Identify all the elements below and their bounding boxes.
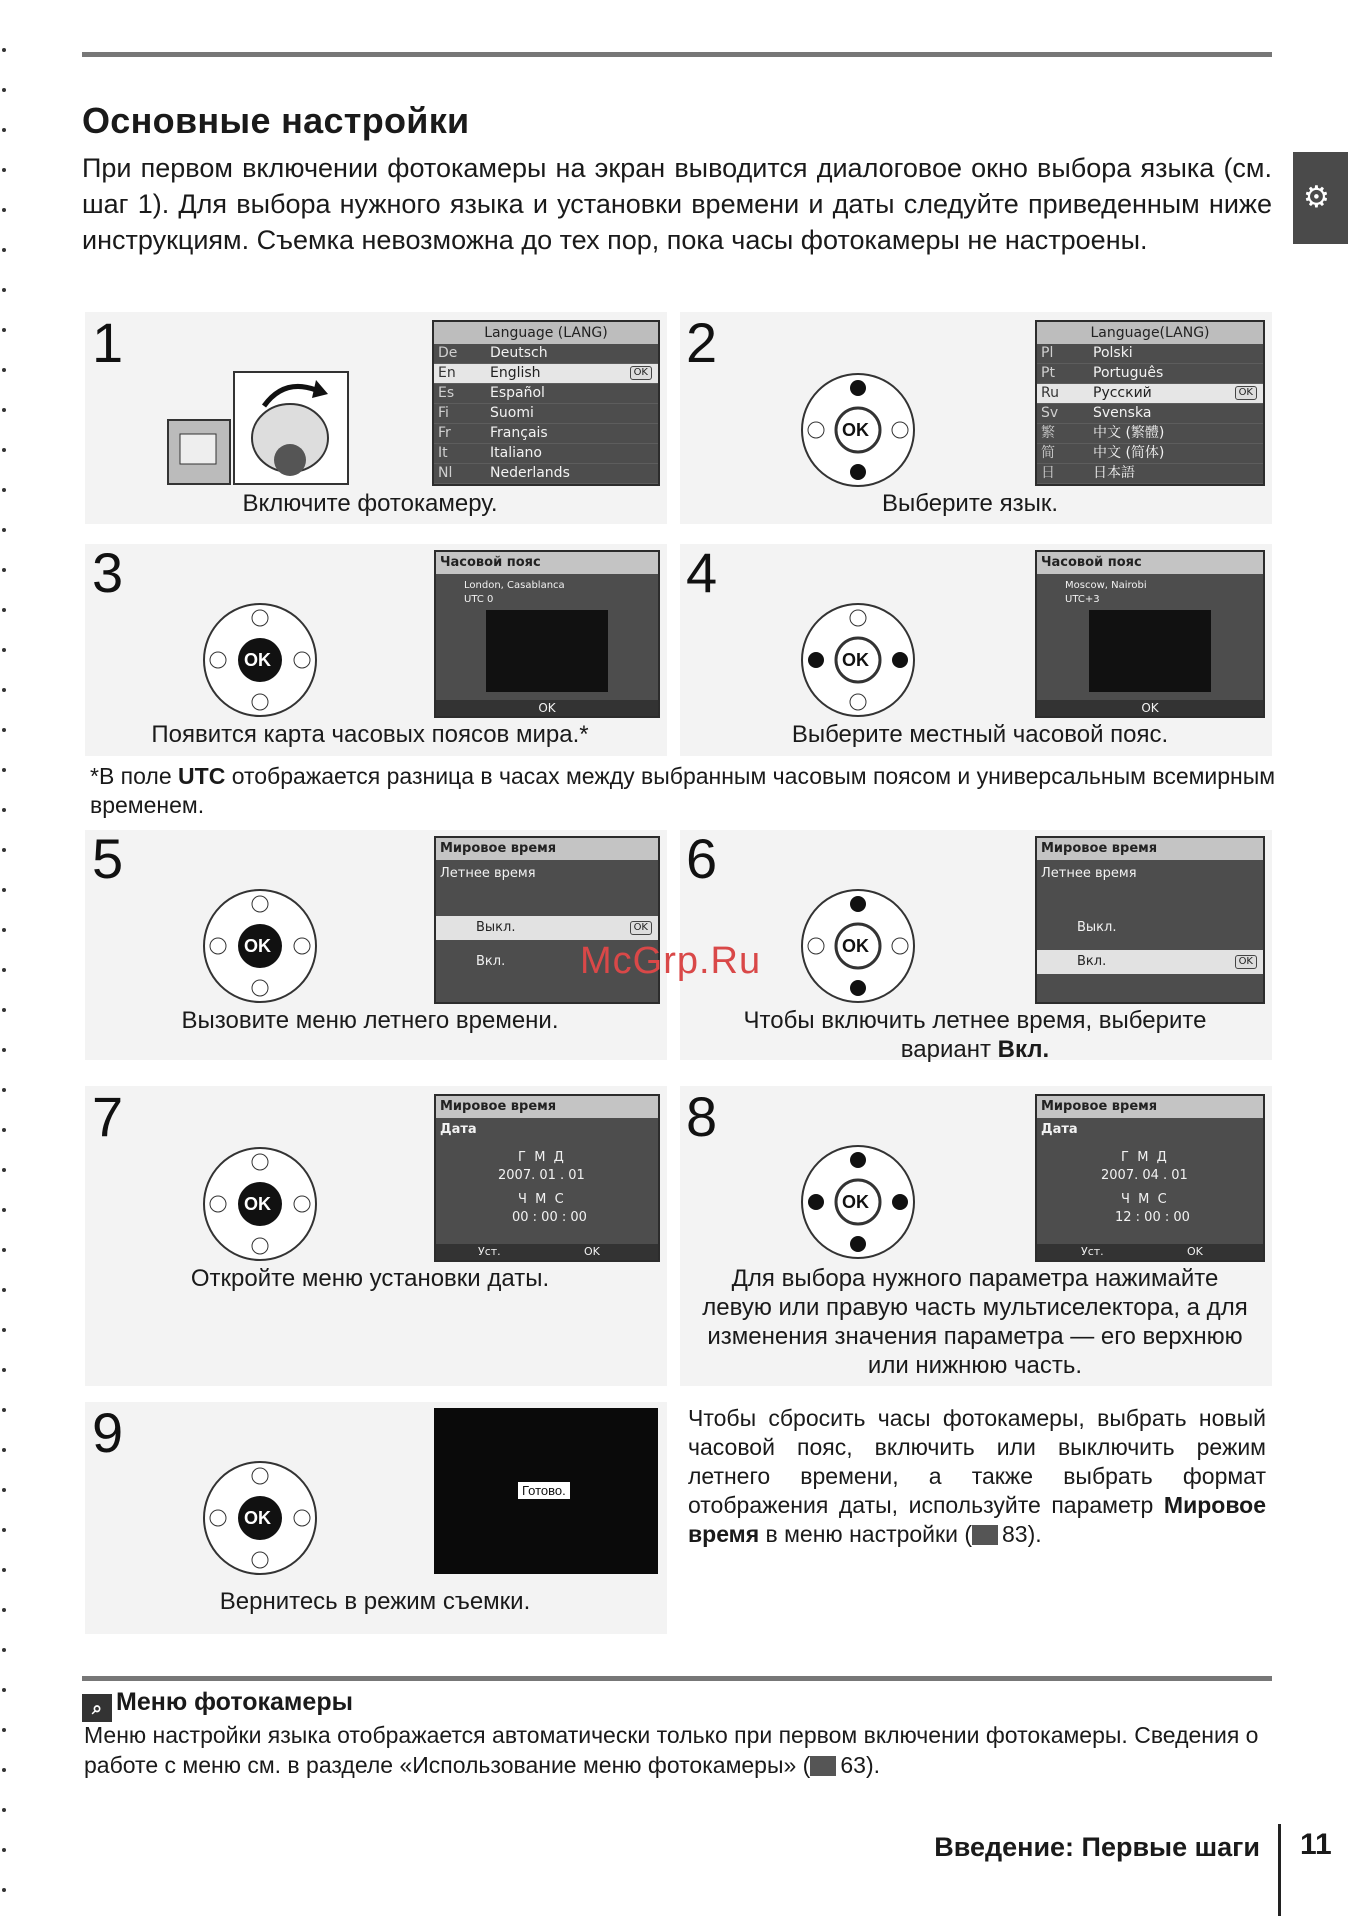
screen-subheader: Летнее время xyxy=(1041,866,1137,881)
dst-screen-6 xyxy=(1035,836,1265,1004)
language-row: It Italiano xyxy=(434,444,658,464)
language-row: Fi Suomi xyxy=(434,404,658,424)
screen-header: Language(LANG) xyxy=(1037,322,1263,344)
section-tab xyxy=(1293,152,1348,244)
city-label: Moscow, Nairobi xyxy=(1065,580,1147,591)
multi-selector-icon xyxy=(200,1144,320,1264)
multi-selector-icon xyxy=(798,370,918,490)
language-row: 简 中文 (简体) xyxy=(1037,444,1263,464)
note-rule xyxy=(82,1676,1272,1681)
language-row: Es Español xyxy=(434,384,658,404)
step-number: 9 xyxy=(92,1401,124,1464)
ok-label: OK xyxy=(842,936,869,956)
language-row: De Deutsch xyxy=(434,344,658,364)
step-caption: Включите фотокамеру. xyxy=(242,490,498,517)
step-caption: Выберите местный часовой пояс. xyxy=(791,721,1169,748)
top-rule xyxy=(82,52,1272,57)
watermark: McGrp.Ru xyxy=(580,940,762,982)
multi-selector-icon xyxy=(200,886,320,1006)
screen-subheader: Летнее время xyxy=(440,866,536,881)
step-caption: Выберите язык. xyxy=(882,490,1058,517)
language-row: 繁 中文 (繁體) xyxy=(1037,424,1263,444)
page-ref-icon xyxy=(972,1525,998,1545)
ok-label: OK xyxy=(244,1508,271,1528)
time-value: 00 : 00 : 00 xyxy=(512,1210,587,1225)
step-caption: Вызовите меню летнего времени. xyxy=(181,1007,559,1034)
ok-label: OK xyxy=(842,650,869,670)
ok-label: OK xyxy=(842,420,869,440)
multi-selector-icon xyxy=(798,886,918,1006)
multi-selector-icon xyxy=(200,1458,320,1578)
done-label: Готово. xyxy=(518,1482,570,1499)
intro-paragraph: При первом включении фотокамеры на экран выводится диалоговое окно выбора языка (см. шаг 1). Для выбора нужного языка и установки времени и даты следуйте приведенным ниже инструкциям. Съемка невозможна до тех пор, пока часы фотокамеры не настроены. xyxy=(82,153,1272,255)
utc-footnote: *В поле UTC отображается разница в часах между выбранным часовым поясом и универсальным всемирным временем. xyxy=(90,763,1276,818)
language-row: Fr Français xyxy=(434,424,658,444)
page-number: 11 xyxy=(1300,1828,1332,1861)
utc-label: UTC 0 xyxy=(464,594,494,605)
page-title: Основные настройки xyxy=(82,100,470,141)
language-menu-screen-1 xyxy=(432,320,660,486)
step-number: 1 xyxy=(92,311,124,374)
option-off: Выкл. xyxy=(1077,920,1117,935)
language-row: Nl Nederlands xyxy=(434,464,658,484)
ymd-labels: Г М Д xyxy=(1121,1150,1167,1165)
option-off-selected: Выкл. OK xyxy=(436,916,658,940)
multi-selector-icon xyxy=(200,600,320,720)
date-screen-8 xyxy=(1035,1094,1265,1262)
time-value: 12 : 00 : 00 xyxy=(1115,1210,1190,1225)
date-value: 2007. 04 . 01 xyxy=(1101,1168,1188,1183)
language-row-selected: En English OK xyxy=(434,364,658,384)
step-number: 5 xyxy=(92,827,124,890)
camera-power-switch-illustration xyxy=(166,368,352,486)
language-row-selected: Ru Русский OK xyxy=(1037,384,1263,404)
ok-badge: OK xyxy=(630,366,652,380)
step-number: 6 xyxy=(686,827,718,890)
step-caption: Появится карта часовых поясов мира.* xyxy=(151,721,589,748)
ok-label: OK xyxy=(842,1192,869,1212)
ok-badge: OK xyxy=(1235,386,1257,400)
utc-label: UTC+3 xyxy=(1065,594,1100,605)
world-map xyxy=(1089,610,1211,692)
screen-footer: OK xyxy=(1037,700,1263,716)
option-on: Вкл. xyxy=(476,954,506,969)
hms-labels: Ч М С xyxy=(1121,1192,1167,1207)
time-zone-screen-3 xyxy=(434,550,660,718)
language-row: Pl Polski xyxy=(1037,344,1263,364)
step-number: 7 xyxy=(92,1085,124,1148)
screen-header: Language (LANG) xyxy=(434,322,658,344)
screen-header: Мировое время xyxy=(436,838,658,860)
screen-footer: Уст. OK xyxy=(436,1244,658,1260)
note-title: ⌕ Меню фотокамеры xyxy=(82,1688,353,1722)
magnifier-icon: ⌕ xyxy=(82,1694,112,1722)
time-zone-screen-4 xyxy=(1035,550,1265,718)
screen-subheader: Дата xyxy=(440,1122,477,1137)
city-label: London, Casablanca xyxy=(464,580,565,591)
step-caption: Чтобы включить летнее время, выберите вариант Вкл. xyxy=(743,1007,1207,1063)
screen-header: Часовой пояс xyxy=(1037,552,1263,574)
step-number: 2 xyxy=(686,311,718,374)
multi-selector-icon xyxy=(798,600,918,720)
screen-footer: Уст. OK xyxy=(1037,1244,1263,1260)
screen-header: Мировое время xyxy=(1037,1096,1263,1118)
screen-header: Мировое время xyxy=(1037,838,1263,860)
step-number: 3 xyxy=(92,541,124,604)
setup-icon: ⚙ xyxy=(1303,181,1330,214)
hms-labels: Ч М С xyxy=(518,1192,564,1207)
footer-section-title: Введение: Первые шаги xyxy=(934,1832,1260,1862)
reset-clock-note: Чтобы сбросить часы фотокамеры, выбрать новый часовой пояс, включить или выключить режим летнего времени, а также выбрать формат отображения даты, используйте параметр Мировое время в меню настройки ( 83). xyxy=(688,1405,1266,1547)
world-map xyxy=(486,610,608,692)
screen-subheader: Дата xyxy=(1041,1122,1078,1137)
option-on-selected: Вкл. OK xyxy=(1037,950,1263,974)
date-screen-7 xyxy=(434,1094,660,1262)
multi-selector-icon xyxy=(798,1142,918,1262)
binding-dots xyxy=(0,0,14,1916)
language-row: Pt Português xyxy=(1037,364,1263,384)
footer-divider xyxy=(1278,1824,1281,1916)
language-row: 日 日本語 xyxy=(1037,464,1263,484)
done-screen xyxy=(434,1408,658,1574)
note-text: Меню настройки языка отображается автоматически только при первом включении фотокамеры. Сведения о работе с меню см. в разделе «Использование меню фотокамеры» ( 63). xyxy=(84,1722,1259,1778)
step-caption: Вернитесь в режим съемки. xyxy=(219,1588,531,1615)
screen-footer: OK xyxy=(436,700,658,716)
screen-header: Часовой пояс xyxy=(436,552,658,574)
step-number: 4 xyxy=(686,541,718,604)
step-number: 8 xyxy=(686,1085,718,1148)
ymd-labels: Г М Д xyxy=(518,1150,564,1165)
ok-label: OK xyxy=(244,1194,271,1214)
step-caption: Для выбора нужного параметра нажимайте левую или правую часть мультиселектора, а для изменения значения параметра — его верхнюю или нижнюю часть. xyxy=(702,1265,1248,1379)
date-value: 2007. 01 . 01 xyxy=(498,1168,585,1183)
step-caption: Откройте меню установки даты. xyxy=(190,1265,550,1292)
screen-header: Мировое время xyxy=(436,1096,658,1118)
page-ref-icon xyxy=(810,1756,836,1776)
language-row: Sv Svenska xyxy=(1037,404,1263,424)
language-menu-screen-2 xyxy=(1035,320,1265,486)
ok-label: OK xyxy=(244,650,271,670)
ok-label: OK xyxy=(244,936,271,956)
